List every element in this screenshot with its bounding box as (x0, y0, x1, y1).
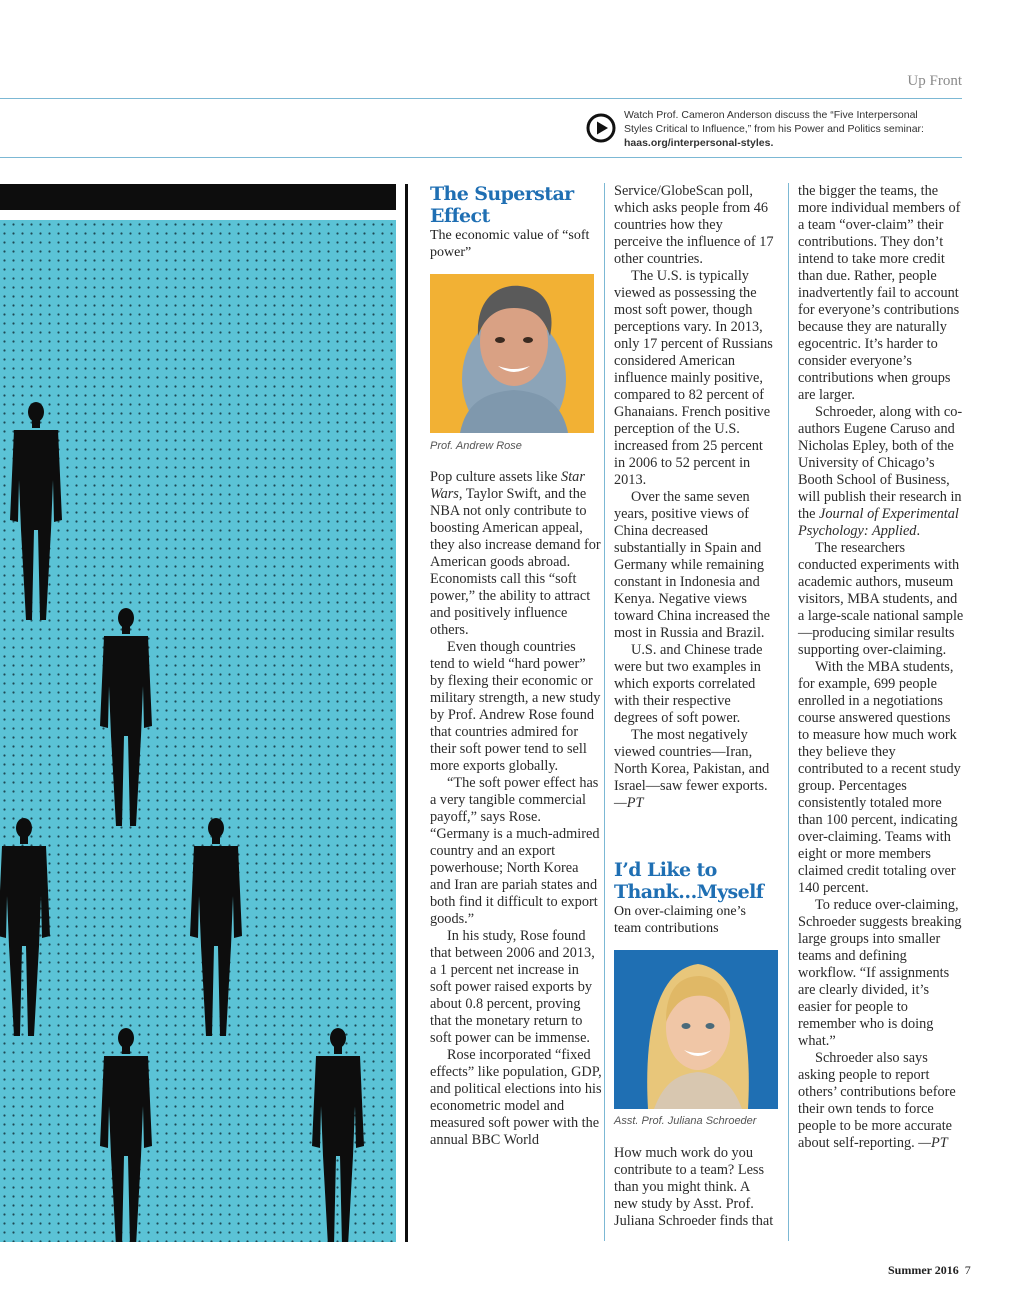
article2-headline-line1: I’d Like to (614, 859, 717, 881)
section-label: Up Front (907, 73, 962, 89)
video-note-link[interactable]: haas.org/interpersonal-styles. (624, 137, 774, 149)
article2-headline-line2: Thank…Myself (614, 881, 764, 903)
play-circle-icon[interactable] (586, 113, 616, 143)
page-footer (888, 1263, 971, 1278)
article2-deck: On over-claiming one’s team contributions (614, 904, 746, 936)
andrew-rose-photo (430, 274, 594, 433)
article1-headline-line1: The Superstar (430, 183, 574, 205)
juliana-schroeder-caption: Asst. Prof. Juliana Schroeder (614, 1115, 757, 1127)
header-rule (0, 98, 962, 99)
andrew-rose-caption: Prof. Andrew Rose (430, 440, 522, 452)
page-number: 7 (964, 1263, 971, 1277)
column-divider-2 (788, 183, 789, 1241)
subheader-rule (0, 157, 962, 158)
silhouettes-illustration (0, 184, 408, 1242)
article1-headline (430, 183, 598, 227)
article1-headline-line2: Effect (430, 205, 490, 227)
article2-body: How much work do you contribute to a team? Less than you might think. A new study by Asst. Prof. Juliana Schroeder finds that (614, 1145, 774, 1229)
article1-column (430, 183, 598, 261)
juliana-schroeder-photo (614, 950, 778, 1109)
article1-deck: The economic value of “soft power” (430, 228, 590, 260)
column-divider-1 (604, 183, 605, 1241)
video-note (624, 108, 924, 150)
article2-headline (614, 859, 774, 903)
article1-body-continued: Service/GlobeScan poll, which asks people from 46 countries how they perceive the influence of 17 other countries. The U.S. is typically viewed as possessing the most soft power, though perceptions vary. In 2013, only 17 percent of Russians considered American influence mainly positive, compared to 82 percent of Ghanaians. French positive perception of the U.S. increased from 25 percent in 2006 to 52 percent in 2013. Over the same seven years, positive views of China decreased substantially in Spain and Germany while remaining constant in Indonesia and Kenya. Negative views toward China increased the most in Russia and Brazil. U.S. and Chinese trade were but two examples in which exports correlated with their respective degrees of soft power. The most negatively viewed countries—Iran, North Korea, Pakistan, and Israel—saw fewer exports. —PT (614, 183, 774, 811)
issue-label: Summer 2016 (888, 1263, 959, 1277)
video-note-text: Watch Prof. Cameron Anderson discuss the “Five Interpersonal Styles Critical to Influence,” from his Power and Politics seminar: (624, 109, 924, 135)
article2-column (614, 859, 774, 937)
article2-body-continued: the bigger the teams, the more individual members of a team “over-claim” their contributions. They don’t intend to take more credit than due. Rather, people inadvertently fail to account for everyone’s contributions because they are naturally egocentric. It’s harder to consider everyone’s contributions when groups are larger. Schroeder, along with co-authors Eugene Caruso and Nicholas Epley, both of the University of Chicago’s Booth School of Business, will publish their research in the Journal of Experimental Psychology: Applied. The researchers conducted experiments with academic authors, museum visitors, MBA students, and a large-scale national sample—producing similar results supporting over-claiming. With the MBA students, for example, 699 people enrolled in a negotiations course answered questions to measure how much work they believe they contributed to a recent study group. Percentages consistently totaled more than 100 percent, indicating over-claiming. Teams with eight or more members claimed credit totaling over 140 percent. To reduce over-claiming, Schroeder suggests breaking large groups into smaller teams and defining workflow. “If assignments are clearly divided, it’s easier for people to remember who is doing what.” Schroeder also says asking people to report others’ contributions before their own tends to force people to be more accurate about self-reporting. —PT (798, 183, 964, 1151)
article1-body: Pop culture assets like Star Wars, Taylor Swift, and the NBA not only contribute to boosting American appeal, they also increase demand for American goods abroad. Economists call this “soft power,” the ability to attract and positively influence others. Even though countries tend to wield “hard power” by flexing their economic or military strength, a new study by Prof. Andrew Rose found that countries admired for their soft power tend to sell more exports globally. “The soft power effect has a very tangible commercial payoff,” says Rose. “Germany is a much-admired country and an export powerhouse; North Korea and Iran are pariah states and both find it difficult to export goods.” In his study, Rose found that between 2006 and 2013, a 1 percent net increase in soft power raised exports by about 0.8 percent, proving that the monetary return to soft power can be immense. Rose incorporated “fixed effects” like population, GDP, and political elections into his econometric model and measured soft power with the annual BBC World (430, 469, 602, 1148)
